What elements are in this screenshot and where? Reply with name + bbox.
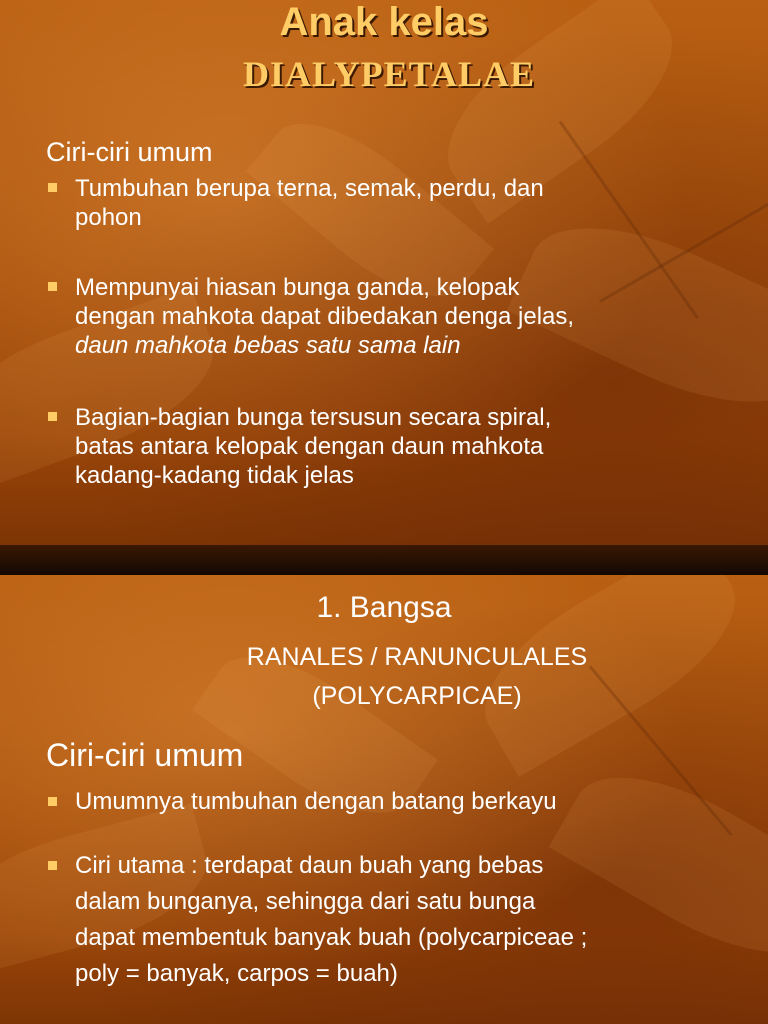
section-heading: Ciri-ciri umum	[46, 737, 244, 773]
bullet-item: Ciri utama : terdapat daun buah yang bebas dalam bunganya, sehingga dari satu bunga dapat membentuk banyak buah (polycarpiceae ; poly = banyak, carpos = buah)	[46, 848, 746, 992]
square-bullet-icon	[48, 861, 57, 870]
slide-subheading: (POLYCARPICAE)	[312, 682, 522, 710]
bullet-list	[46, 403, 746, 490]
bullet-list	[46, 174, 746, 232]
bullet-list	[46, 784, 746, 820]
slide-heading: 1. Bangsa	[316, 591, 452, 624]
slide-separator	[0, 545, 768, 575]
bullet-item: Tumbuhan berupa terna, semak, perdu, dan pohon	[46, 174, 746, 232]
bullet-list	[46, 273, 746, 360]
square-bullet-icon	[48, 282, 57, 291]
square-bullet-icon	[48, 797, 57, 806]
bullet-item: Bagian-bagian bunga tersusun secara spiral, batas antara kelopak dengan daun mahkota kadang-kadang tidak jelas	[46, 403, 746, 490]
square-bullet-icon	[48, 183, 57, 192]
bullet-item: Mempunyai hiasan bunga ganda, kelopak dengan mahkota dapat dibedakan denga jelas, daun mahkota bebas satu sama lain	[46, 273, 746, 360]
section-heading: Ciri-ciri umum	[46, 137, 213, 167]
slide-title: Anak kelas	[279, 0, 489, 44]
bullet-list	[46, 848, 746, 992]
bullet-item: Umumnya tumbuhan dengan batang berkayu	[46, 784, 746, 820]
slide-subtitle: DIALYPETALAE	[242, 54, 536, 94]
square-bullet-icon	[48, 412, 57, 421]
slide-ranales	[0, 575, 768, 1024]
slide-subheading: RANALES / RANUNCULALES	[246, 643, 588, 671]
